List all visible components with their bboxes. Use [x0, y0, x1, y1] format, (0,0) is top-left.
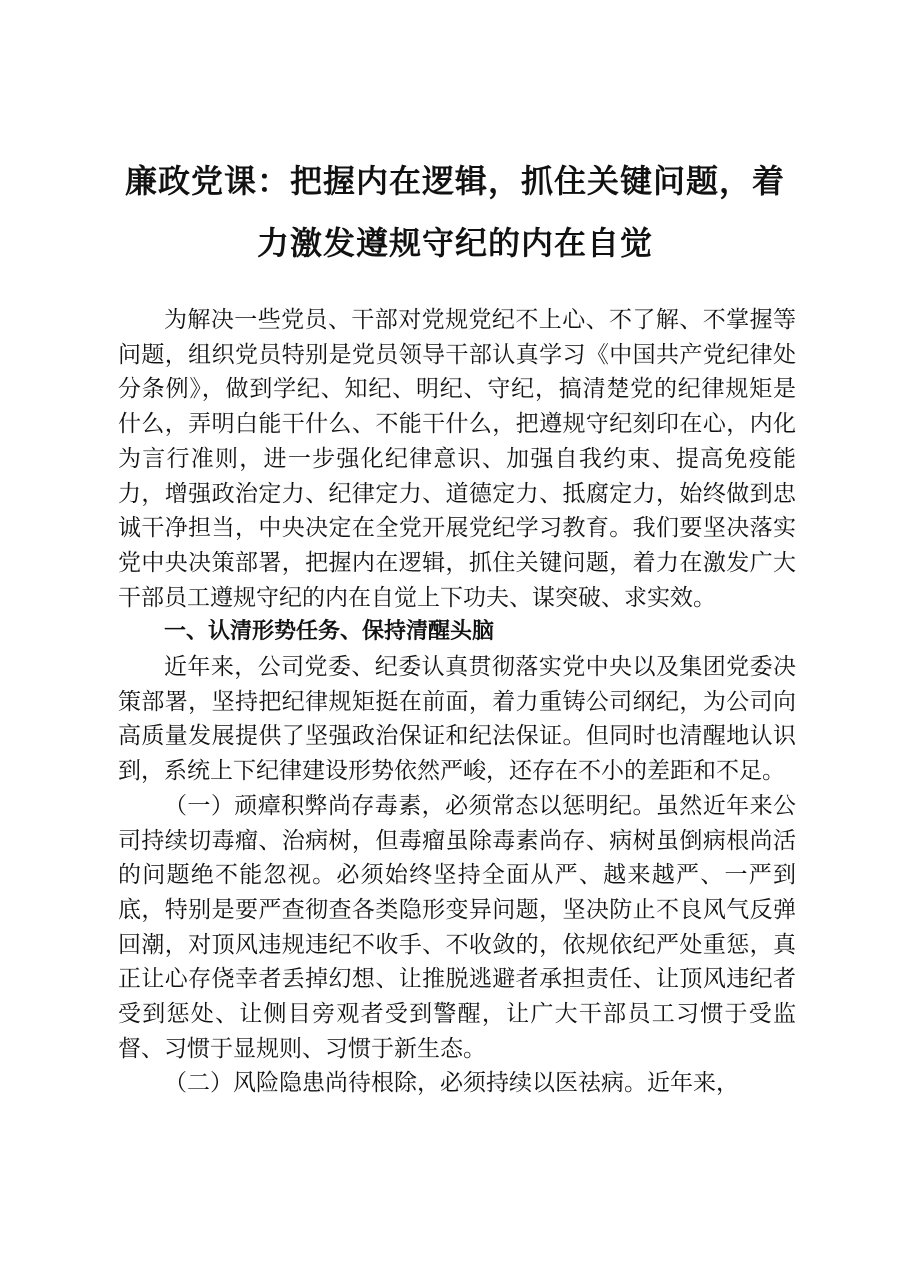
section-heading-1: 一、认清形势任务、保持清醒头脑: [164, 619, 495, 645]
paragraph-point-2: （二）风险隐患尚待根除，必须持续以医祛病。近年来，: [164, 1070, 739, 1097]
document-body: [118, 303, 796, 1101]
paragraph-situation: 近年来，公司党委、纪委认真贯彻落实党中央以及集团党委决策部署，坚持把纪律规矩挺在前面，着力重铸公司纲纪，为公司向高质量发展提供了坚强政治保证和纪法保证。但同时也清醒地认识到，系统上下纪律建设形势依然严峻，还存在不小的差距和不足。: [118, 654, 796, 785]
paragraph-point-1: （一）顽瘴积弊尚存毒素，必须常态以惩明纪。虽然近年来公司持续切毒瘤、治病树，但毒瘤虽除毒素尚存、病树虽倒病根尚活的问题绝不能忽视。必须始终坚持全面从严、越来越严、一严到底，特别是要严查彻查各类隐形变异问题，坚决防止不良风气反弹回潮，对顶风违规违纪不收手、不收敛的，依规依纪严处重惩，真正让心存侥幸者丢掉幻想、让推脱逃避者承担责任、让顶风违纪者受到惩处、让侧目旁观者受到警醒，让广大干部员工习惯于受监督、习惯于显规则、习惯于新生态。: [118, 792, 796, 1062]
document-title: 廉政党课：把握内在逻辑，抓住关键问题，着力激发遵规守纪的内在自觉: [124, 162, 785, 262]
intro-paragraph: 为解决一些党员、干部对党规党纪不上心、不了解、不掌握等问题，组织党员特别是党员领导干部认真学习《中国共产党纪律处分条例》，做到学纪、知纪、明纪、守纪，搞清楚党的纪律规矩是什么，弄明白能干什么、不能干什么，把遵规守纪刻印在心，内化为言行准则，进一步强化纪律意识、加强自我约束、提高免疫能力，增强政治定力、纪律定力、道德定力、抵腐定力，始终做到忠诚干净担当，中央决定在全党开展党纪学习教育。我们要坚决落实党中央决策部署，把握内在逻辑，抓住关键问题，着力在激发广大干部员工遵规守纪的内在自觉上下功夫、谋突破、求实效。: [118, 307, 796, 611]
